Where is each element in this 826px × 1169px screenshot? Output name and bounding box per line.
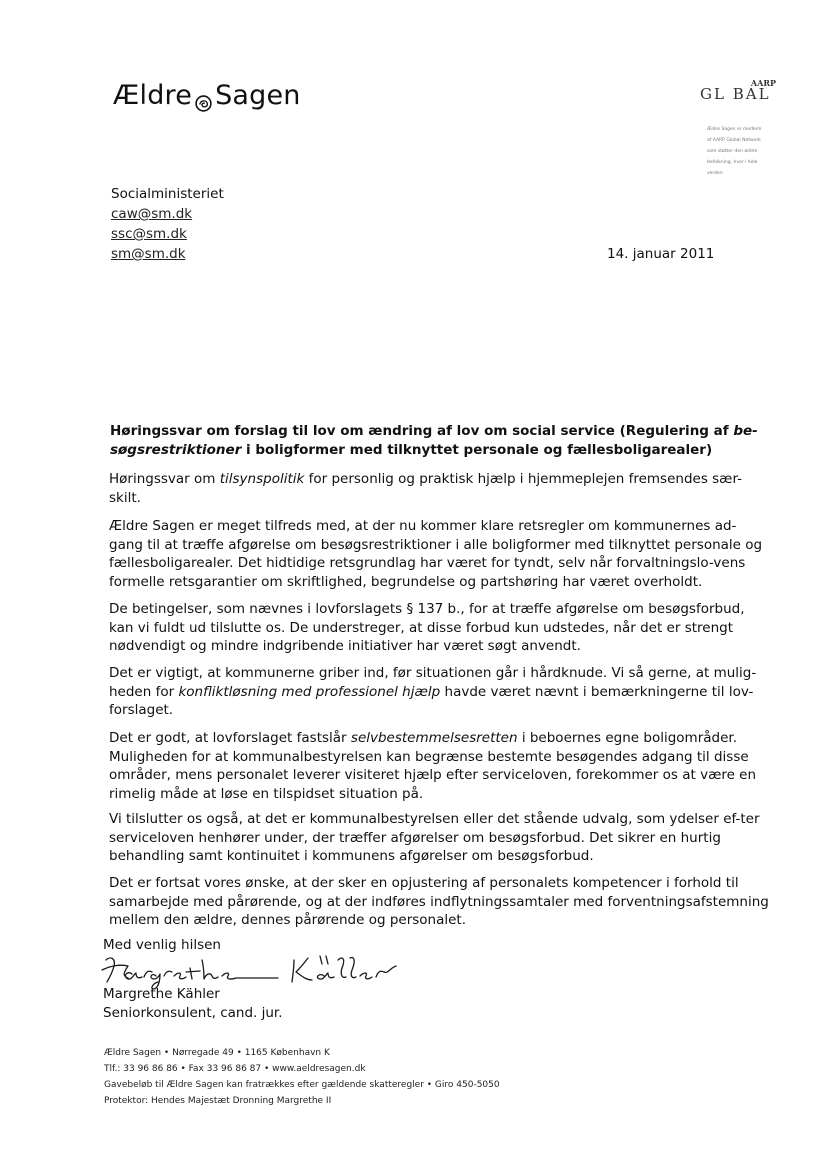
title-part: Høringssvar om forslag til lov om ændring af lov om social service (Regulering af — [110, 423, 734, 439]
recipient-email-link[interactable]: sm@sm.dk — [111, 246, 186, 262]
logo-text-right: Sagen — [215, 80, 301, 111]
italic-run: konfliktløsning med professionel hjælp — [178, 683, 441, 700]
logo-text-left: Ældre — [113, 80, 193, 111]
paragraph-2: Ældre Sagen er meget tilfreds med, at der nu kommer klare retsregler om kommunernes ad-gang til at træffe afgørelse om besøgsrestriktioner i alle boligformer med tilknyttet personale og fællesboligarealer. Det hidtidige retsgrundlag har været for tyndt, selv når forvaltningslo-vens formelle retsgarantier om skriftlighed, begrundelse og partshøring har været overholdt. — [109, 518, 763, 590]
paragraph-4 — [109, 664, 769, 720]
paragraph-6: Vi tilslutter os også, at det er kommunalbestyrelsen eller det stående udvalg, som ydelser ef-ter serviceloven henhører under, der træffer afgørelser om besøgsforbud. Det sikrer en hurtig behandling samt kontinuitet i kommunens afgørelser om besøgsforbud. — [109, 811, 760, 864]
aarp-global-logo — [700, 78, 790, 103]
paragraph-1 — [109, 470, 769, 507]
signer-block — [103, 985, 283, 1022]
text-run: Det er godt, at lovforslaget fastslår — [109, 730, 351, 746]
footer-contact: Tlf.: 33 96 86 86 • Fax 33 96 86 87 • www.aeldresagen.dk — [104, 1064, 366, 1074]
aeldre-sagen-logo — [113, 80, 301, 111]
global-label: GL BAL — [700, 85, 771, 103]
letter-footer — [104, 1045, 500, 1109]
title-part: i boligformer med tilknyttet personale og fællesboligarealer) — [241, 442, 713, 458]
recipient-name: Socialministeriet — [111, 186, 224, 202]
text-run: Høringssvar om — [109, 471, 220, 487]
aarp-note-line: verden — [707, 171, 723, 176]
aarp-label: AARP — [750, 78, 776, 88]
signer-name: Margrethe Kähler — [103, 986, 220, 1002]
italic-run: tilsynspolitik — [219, 471, 305, 487]
text-run: havde været nævnt i bemærkningerne til lov-forslaget. — [109, 683, 754, 718]
paragraph-3: De betingelser, som nævnes i lovforslagets § 137 b., for at træffe afgørelse om besøgsforbud, kan vi fuldt ud tilslutte os. De understreger, at disse forbud kun udstedes, når det er strengt nødvendigt og mindre indgribende initiativer har været søgt anvendt. — [109, 601, 745, 654]
paragraph-5 — [109, 729, 769, 803]
letter-date: 14. januar 2011 — [607, 246, 715, 262]
aarp-note-line: befolkning, hvor i hele — [707, 160, 758, 165]
footer-donation: Gavebeløb til Ældre Sagen kan fratrækkes efter gældende skatteregler • Giro 450-5050 — [104, 1080, 500, 1090]
signer-role: Seniorkonsulent, cand. jur. — [103, 1004, 283, 1021]
recipient-email-link[interactable]: caw@sm.dk — [111, 206, 193, 222]
aarp-note-line: som støtter den ældre — [707, 149, 758, 154]
title-italic-part: be-søgsrestriktioner — [110, 423, 758, 458]
recipient-block — [111, 184, 224, 264]
logo-ring-icon — [195, 88, 212, 105]
aarp-note-line: af AARP Global Network — [707, 138, 761, 143]
italic-run: selvbestemmelsesretten — [350, 730, 518, 746]
footer-patron: Protektor: Hendes Majestæt Dronning Margrethe II — [104, 1096, 332, 1106]
letter-title — [110, 422, 770, 460]
aarp-note-line: Ældre Sagen er medlem — [707, 127, 762, 132]
paragraph-7: Det er fortsat vores ønske, at der sker en opjustering af personalets kompetencer i forhold til samarbejde med pårørende, og at der indføres indflytningssamtaler med forventningsafstemning mellem den ældre, dennes pårørende og personalet. — [109, 875, 769, 928]
text-run: Det er vigtigt, at kommunerne griber ind, før situationen går i hårdknude. Vi så gerne, at mulig-heden for — [109, 665, 757, 700]
closing-greeting: Med venlig hilsen — [103, 937, 221, 953]
recipient-email-link[interactable]: ssc@sm.dk — [111, 226, 187, 242]
text-run: for personlig og praktisk hjælp i hjemmeplejen fremsendes sær-skilt. — [109, 471, 742, 506]
text-run: i beboernes egne boligområder. Muligheden for at kommunalbestyrelsen kan begrænse bestemte besøgendes adgang til disse områder, mens personalet leverer visiteret hjælp efter serviceloven, forekommer os at være en rimelig måde at løse en tilspidset situation på. — [109, 730, 757, 802]
aarp-member-note — [707, 124, 785, 179]
footer-address: Ældre Sagen • Nørregade 49 • 1165 København K — [104, 1048, 330, 1058]
